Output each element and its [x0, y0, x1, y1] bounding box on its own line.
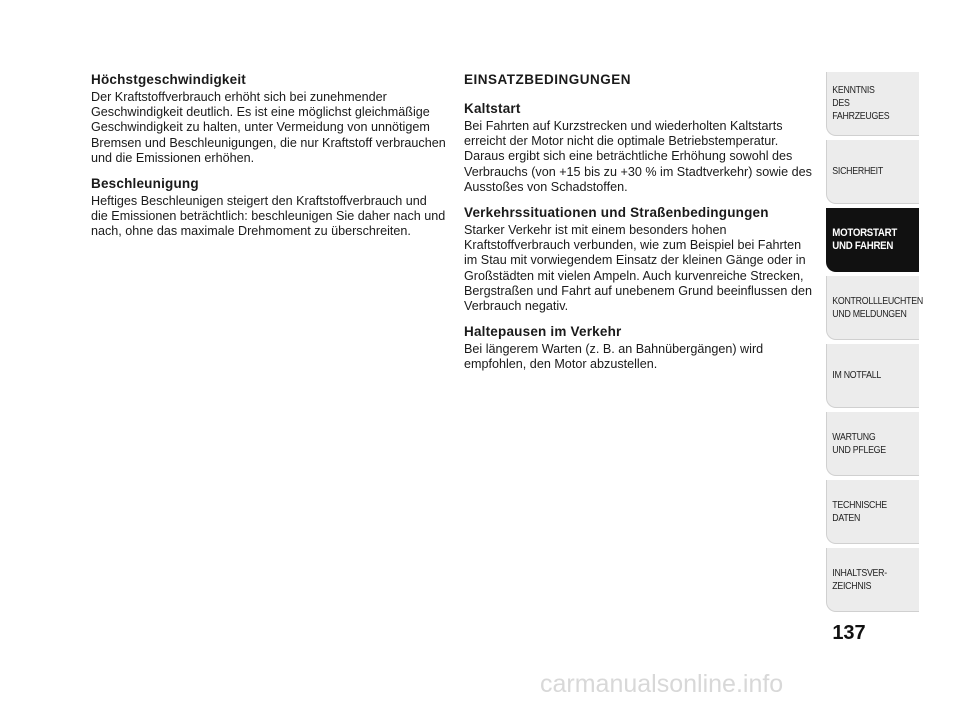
section-heading: Höchstgeschwindigkeit — [91, 72, 246, 87]
section-beschleunigung — [91, 176, 447, 240]
section-text: Der Kraftstoffverbrauch erhöht sich bei zunehmender Geschwindigkeit deutlich. Es ist eine möglichst gleichmäßige Geschwindigkeit zu halten, unter Vermeidung von unnötigem Bremsen und Beschleunigungen, die nur Kraftstoff verbrauchen und die Emissionen erhöhen. — [91, 90, 446, 165]
section-heading: Haltepausen im Verkehr — [464, 324, 622, 340]
right-column — [464, 72, 816, 383]
chapter-tabs — [826, 72, 923, 616]
section-heading: Beschleunigung — [91, 176, 199, 192]
section-text: Bei Fahrten auf Kurzstrecken und wiederholten Kaltstarts erreicht der Motor nicht die optimale Betriebstemperatur. Daraus ergibt sich eine beträchtliche Erhöhung sowohl des Verbrauchs (von +15 bis zu +30 % im Stadtverkehr) sowie des Ausstoßes von Schadstoffen. — [464, 119, 812, 194]
section-verkehrssituationen — [464, 205, 816, 314]
tab-kontrollleuchten-und-meldungen[interactable] — [826, 276, 923, 340]
tab-label: INHALTSVER- ZEICHNIS — [832, 567, 887, 592]
section-kaltstart — [464, 101, 816, 195]
tab-wartung-und-pflege[interactable] — [826, 412, 919, 476]
section-heading: Verkehrssituationen und Straßenbedingungen — [464, 205, 769, 221]
section-text: Heftiges Beschleunigen steigert den Kraftstoffverbrauch und die Emissionen beträchtlich: beschleunigen Sie daher nach und nach, ohne das maximale Drehmoment zu überschreiten. — [91, 194, 446, 239]
tab-label: KENNTNIS DES FAHRZEUGES — [832, 85, 890, 122]
tab-label: KONTROLLLEUCHTEN UND MELDUNGEN — [832, 295, 923, 320]
left-column — [91, 72, 447, 250]
tab-label: TECHNISCHE DATEN — [832, 499, 887, 524]
tab-inhaltsverzeichnis[interactable] — [826, 548, 919, 612]
tab-label: IM NOTFALL — [832, 370, 881, 381]
tab-label: SICHERHEIT — [832, 166, 883, 177]
watermark: carmanualsonline.info — [540, 670, 784, 698]
tab-technische-daten[interactable] — [826, 480, 919, 544]
section-text: Starker Verkehr ist mit einem besonders hohen Kraftstoffverbrauch verbunden, wie zum Beispiel bei Fahrten im Stau mit vorwiegendem Einsatz der kleinen Gänge oder in Großstädten mit vielen Ampeln. Auch kurvenreiche Strecken, Bergstraßen und Fahrt auf unebenem Grund beeinflussen den Verbrauch negativ. — [464, 223, 812, 314]
section-haltepausen — [464, 324, 816, 372]
tab-motorstart-und-fahren[interactable] — [826, 208, 919, 272]
chapter-title: EINSATZBEDINGUNGEN — [464, 72, 632, 87]
section-hoechstgeschwindigkeit — [91, 72, 447, 166]
page-number: 137 — [832, 622, 866, 644]
tab-label: WARTUNG UND PFLEGE — [832, 431, 886, 456]
tab-label: MOTORSTART UND FAHREN — [832, 226, 898, 252]
section-text: Bei längerem Warten (z. B. an Bahnübergängen) wird empfohlen, den Motor abzustellen. — [464, 342, 764, 372]
tab-kenntnis-des-fahrzeuges[interactable] — [826, 72, 919, 136]
tab-sicherheit[interactable] — [826, 140, 919, 204]
tab-im-notfall[interactable] — [826, 344, 919, 408]
section-heading: Kaltstart — [464, 101, 521, 116]
